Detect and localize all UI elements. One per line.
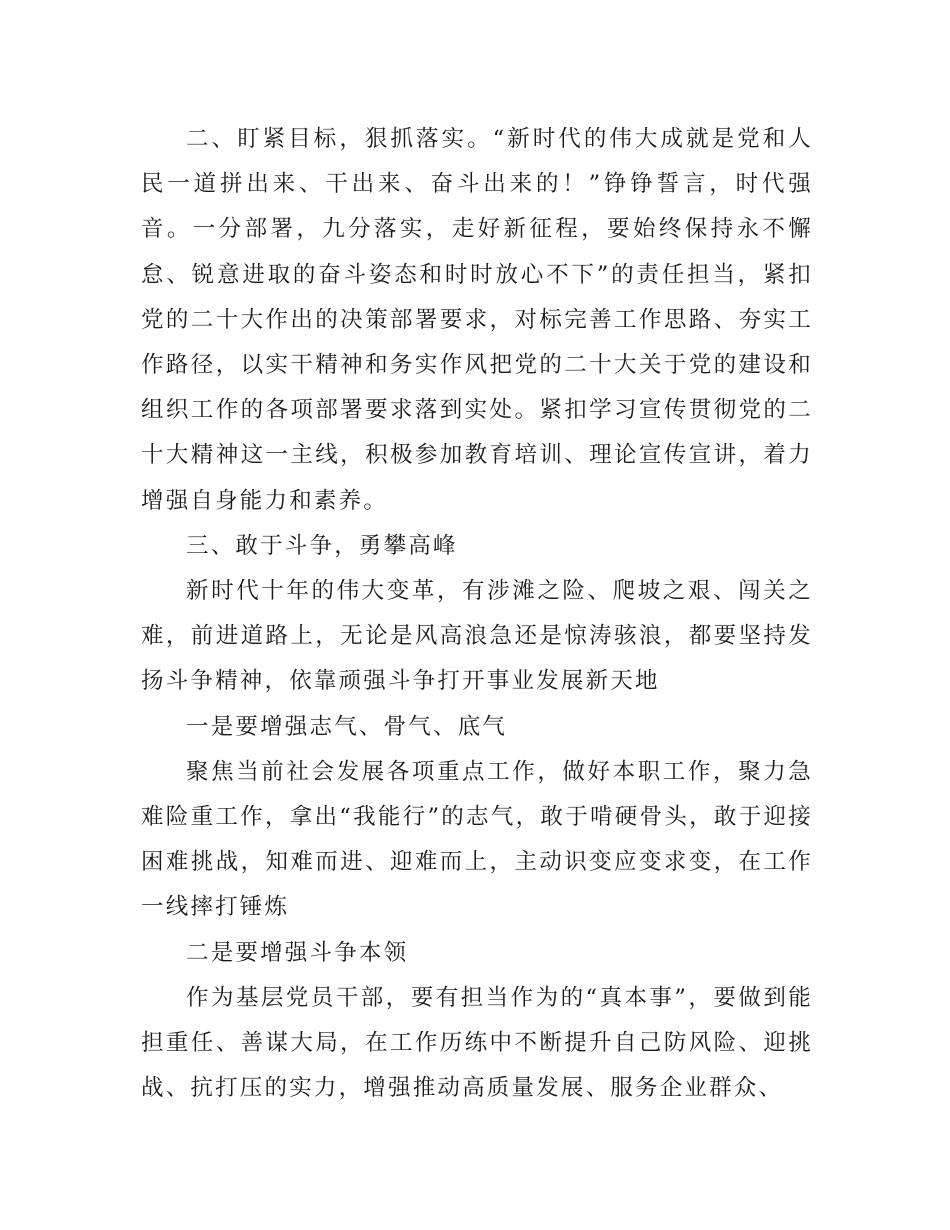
subheading-point-two: 二是要增强斗争本领 [186,939,409,966]
subheading-point-one: 一是要增强志气、骨气、底气 [186,713,508,740]
paragraph-section-two: 二、盯紧目标，狠抓落实。“新时代的伟大成就是党和人民一道拼出来、干出来、奋斗出来的！”铮铮誓言，时代强音。一分部署，九分落实，走好新征程，要始终保持永不懈怠、锐意进取的奋斗姿态和时时放心不下”的责任担当，紧扣党的二十大作出的决策部署要求，对标完善工作思路、夯实工作路径，以实干精神和务实作风把党的二十大关于党的建设和组织工作的各项部署要求落到实处。紧扣学习宣传贯彻党的二十大精神这一主线，积极参加教育培训、理论宣传宣讲，着力增强自身能力和素养。 [141,126,813,514]
heading-section-three: 三、敢于斗争，勇攀高峰 [186,532,458,559]
paragraph-point-two: 作为基层党员干部，要有担当作为的“真本事”，要做到能担重任、善谋大局，在工作历练中不断提升自己防风险、迎挑战、抗打压的实力，增强推动高质量发展、服务企业群众、 [141,984,813,1102]
paragraph-section-three-intro: 新时代十年的伟大变革，有涉滩之险、爬坡之艰、闯关之难，前进道路上，无论是风高浪急还是惊涛骇浪，都要坚持发扬斗争精神，依靠顽强斗争打开事业发展新天地 [141,578,813,695]
document-body [141,117,813,1111]
paragraph-point-one: 聚焦当前社会发展各项重点工作，做好本职工作，聚力急难险重工作，拿出“我能行”的志气，敢于啃硬骨头，敢于迎接困难挑战，知难而进、迎难而上，主动识变应变求变，在工作一线摔打锤炼 [141,758,813,921]
